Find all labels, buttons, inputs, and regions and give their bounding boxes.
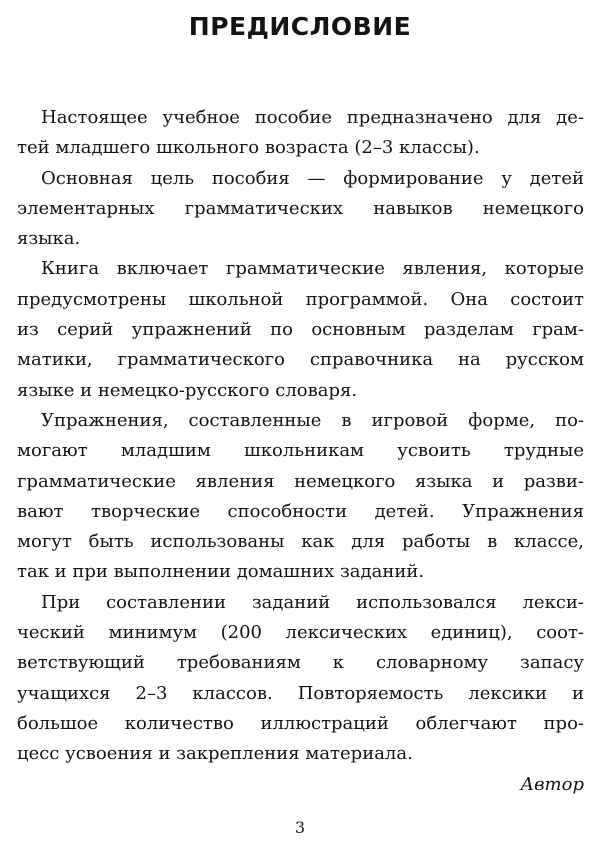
text-line: могают младшим школьникам усвоить трудные: [17, 440, 584, 462]
paragraph-3: [17, 254, 584, 405]
text-line: могут быть использованы как для работы в классе,: [17, 531, 584, 553]
text-line: цесс усвоения и закрепления материала.: [17, 743, 413, 765]
text-line: языка.: [17, 228, 81, 250]
text-line: Настоящее учебное пособие предназначено для де-: [41, 107, 584, 128]
text-line: Основная цель пособия — формирование у детей: [41, 167, 584, 189]
paragraph-5: [17, 588, 584, 770]
page-number: 3: [294, 818, 306, 837]
paragraph-1: [17, 103, 584, 164]
text-line: из серий упражнений по основным разделам грам-: [17, 319, 584, 341]
text-line: матики, грамматического справочника на русском: [17, 349, 584, 371]
paragraph-2: [17, 164, 584, 255]
paragraph-4: [17, 406, 584, 588]
text-line: ческий минимум (200 лексических единиц), соот-: [17, 622, 584, 644]
text-line: При составлении заданий использовался лекси-: [41, 591, 584, 613]
text-line: Книга включает грамматические явления, которые: [41, 258, 584, 280]
text-line: предусмотрены школьной программой. Она состоит: [17, 288, 584, 310]
text-line: тей младшего школьного возраста (2–3 классы).: [17, 137, 480, 159]
text-line: большое количество иллюстраций облегчают про-: [17, 712, 584, 734]
author-signature: Автор: [520, 773, 584, 795]
page-title: ПРЕДИСЛОВИЕ: [188, 12, 412, 41]
text-line: языке и немецко-русского словаря.: [17, 379, 358, 401]
text-line: грамматические явления немецкого языка и разви-: [17, 470, 584, 492]
text-line: вают творческие способности детей. Упражнения: [17, 500, 584, 522]
text-line: так и при выполнении домашних заданий.: [17, 561, 425, 583]
text-line: элементарных грамматических навыков немецкого: [17, 197, 584, 219]
text-line: Упражнения, составленные в игровой форме, по-: [41, 409, 584, 431]
preface-body: [17, 103, 584, 800]
text-line: ветствующий требованиям к словарному запасу: [17, 652, 584, 674]
text-line: учащихся 2–3 классов. Повторяемость лексики и: [17, 682, 584, 704]
